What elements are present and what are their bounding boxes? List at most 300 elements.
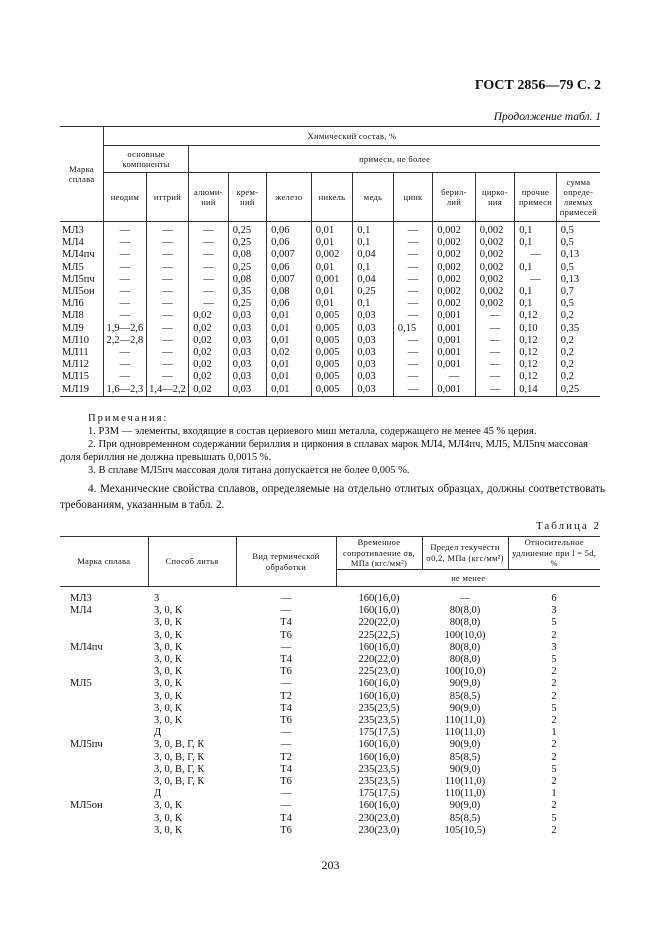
casting-method-cell: 3, 0, К — [154, 629, 183, 641]
grade-cell: МЛ4 — [62, 237, 84, 249]
value-cell: 0,001 — [433, 335, 476, 347]
value-cell: 0,005 — [311, 310, 353, 322]
column-header: цирко-ния — [475, 173, 514, 222]
value-cell: 2,2—2,8 — [104, 335, 147, 347]
value-cell: — — [433, 371, 476, 383]
value-cell: — — [146, 237, 189, 249]
yield-cell: 100(10,0) — [444, 666, 486, 678]
value-cell: — — [393, 371, 432, 383]
value-cell: 0,01 — [311, 237, 353, 249]
elongation-cell: 5 — [551, 654, 557, 666]
table-row — [60, 727, 600, 739]
tensile-cell: 225(23,0) — [358, 666, 400, 678]
value-cell: 0,002 — [433, 249, 476, 261]
grade-cell: МЛ4пч — [62, 249, 95, 261]
casting-method-cell: 3, 0, К — [154, 715, 183, 727]
elongation-cell: 5 — [551, 702, 557, 714]
value-cell: 0,2 — [556, 335, 600, 347]
value-cell: 0,002 — [433, 298, 476, 310]
value-cell: — — [189, 262, 228, 274]
value-cell: 0,02 — [189, 359, 228, 371]
grade-cell — [60, 752, 148, 764]
grade-cell — [60, 813, 148, 825]
value-cell: — — [475, 371, 514, 383]
table-row — [60, 249, 600, 261]
value-cell: 0,02 — [189, 310, 228, 322]
value-cell: — — [189, 249, 228, 261]
value-cell: 0,005 — [311, 347, 353, 359]
elongation-cell: 5 — [551, 617, 557, 629]
yield-cell: 110(11,0) — [444, 788, 486, 800]
value-cell: — — [393, 249, 432, 261]
note-item: 3. В сплаве МЛ5пч массовая доля титана допускается не более 0,005 %. — [88, 465, 410, 476]
value-cell: — — [475, 347, 514, 359]
casting-method-cell: Д — [154, 727, 162, 739]
value-cell: — — [146, 222, 189, 238]
value-cell: — — [189, 222, 228, 238]
impurities-header: примеси, не более — [189, 146, 600, 173]
value-cell: — — [146, 359, 189, 371]
yield-cell: 85(8,5) — [449, 812, 481, 824]
value-cell: 0,13 — [556, 249, 600, 261]
value-cell: 0,001 — [311, 274, 353, 286]
value-cell: 0,03 — [353, 323, 394, 335]
elongation-cell: 1 — [551, 788, 557, 800]
grade-cell — [60, 691, 148, 703]
value-cell: — — [475, 359, 514, 371]
value-cell: 0,005 — [311, 359, 353, 371]
mechanical-properties-table — [60, 536, 600, 837]
value-cell: 0,03 — [353, 347, 394, 359]
value-cell: 0,01 — [267, 371, 312, 383]
tensile-cell: 225(22,5) — [358, 629, 400, 641]
value-cell: 0,1 — [353, 262, 394, 274]
heat-treatment-cell: — — [280, 678, 292, 690]
value-cell: — — [104, 347, 147, 359]
table-row — [60, 335, 600, 347]
casting-method-cell: 3, 0, К — [154, 641, 183, 653]
value-cell: — — [189, 286, 228, 298]
value-cell: 0,01 — [311, 298, 353, 310]
tensile-cell: 160(16,0) — [358, 690, 400, 702]
value-cell: 0,002 — [433, 286, 476, 298]
value-cell: 0,002 — [433, 274, 476, 286]
column-header: иттрий — [146, 173, 189, 222]
grade-column-header: Марка сплава — [60, 537, 148, 587]
value-cell: 0,12 — [515, 310, 557, 322]
table-row — [60, 776, 600, 788]
value-cell: 0,002 — [475, 262, 514, 274]
value-cell: 0,002 — [475, 222, 514, 238]
value-cell: 0,02 — [189, 323, 228, 335]
notes-block — [60, 412, 605, 477]
value-cell: 0,2 — [556, 359, 600, 371]
elongation-cell: 2 — [551, 824, 557, 836]
value-cell: 0,35 — [556, 323, 600, 335]
value-cell: 0,005 — [311, 323, 353, 335]
grade-cell — [60, 703, 148, 715]
heat-treatment-cell: — — [280, 641, 292, 653]
elongation-cell: 2 — [551, 690, 557, 702]
value-cell: 0,1 — [353, 298, 394, 310]
value-cell: 0,25 — [228, 222, 266, 238]
yield-cell: 105(10,5) — [444, 824, 486, 836]
grade-cell — [60, 715, 148, 727]
page-number: 203 — [321, 858, 340, 872]
value-cell: — — [189, 237, 228, 249]
value-cell: — — [393, 262, 432, 274]
value-cell: — — [475, 310, 514, 322]
yield-cell: 90(9,0) — [449, 702, 481, 714]
casting-method-cell: 3, 0, К — [154, 702, 183, 714]
grade-cell: МЛ10 — [62, 334, 89, 346]
value-cell: 0,12 — [515, 371, 557, 383]
tensile-cell: 160(16,0) — [358, 641, 400, 653]
value-cell: 0,06 — [267, 222, 312, 238]
value-cell: 0,001 — [433, 323, 476, 335]
value-cell: — — [104, 359, 147, 371]
casting-method-cell: 3, 0, К — [154, 824, 183, 836]
heat-treatment-cell: Т6 — [280, 629, 292, 641]
yield-cell: 110(11,0) — [444, 776, 486, 788]
table-continuation-label: Продолжение табл. 1 — [493, 111, 601, 123]
value-cell: 0,25 — [556, 384, 600, 397]
tensile-cell: 235(23,5) — [358, 715, 400, 727]
value-cell: 0,01 — [267, 359, 312, 371]
grade-cell: МЛ5он — [70, 800, 103, 812]
casting-method-cell: 3, 0, К — [154, 654, 183, 666]
casting-method-cell: 3, 0, В, Г, К — [154, 776, 205, 788]
value-cell: — — [393, 237, 432, 249]
grade-cell — [60, 788, 148, 800]
table-row — [60, 630, 600, 642]
value-cell: 0,1 — [353, 237, 394, 249]
value-cell: — — [104, 274, 147, 286]
value-cell: 0,12 — [515, 335, 557, 347]
grade-cell: МЛ8 — [62, 310, 84, 322]
value-cell: 0,15 — [393, 323, 432, 335]
elongation-cell: 2 — [551, 666, 557, 678]
heat-treatment-cell: Т2 — [280, 690, 292, 702]
heat-treatment-cell: Т6 — [280, 776, 292, 788]
column-header: алюми-ний — [189, 173, 228, 222]
value-cell: — — [393, 335, 432, 347]
value-cell: 0,002 — [475, 237, 514, 249]
tensile-cell: 230(23,0) — [358, 824, 400, 836]
value-cell: 0,03 — [228, 359, 266, 371]
value-cell: 0,002 — [311, 249, 353, 261]
table-row — [60, 286, 600, 298]
value-cell: — — [104, 222, 147, 238]
tensile-cell: 235(23,5) — [358, 776, 400, 788]
casting-method-cell: 3, 0, К — [154, 690, 183, 702]
value-cell: 0,03 — [353, 310, 394, 322]
value-cell: 0,002 — [475, 298, 514, 310]
value-cell: — — [475, 323, 514, 335]
minimum-subheader: не менее — [336, 570, 600, 587]
table-row — [60, 654, 600, 666]
elongation-cell: 2 — [551, 751, 557, 763]
value-cell: 0,35 — [228, 286, 266, 298]
value-cell: 0,01 — [311, 262, 353, 274]
grade-cell: МЛ5пч — [70, 739, 103, 751]
casting-method-cell: 3, 0, К — [154, 800, 183, 812]
value-cell: 1,4—2,2 — [146, 384, 189, 397]
value-cell: — — [189, 298, 228, 310]
column-header: крем-ний — [228, 173, 266, 222]
casting-method-cell: 3, 0, В, Г, К — [154, 739, 205, 751]
table-row — [60, 237, 600, 249]
yield-cell: 85(8,5) — [449, 690, 481, 702]
table-row — [60, 222, 600, 238]
table-row — [60, 359, 600, 371]
heat-treatment-cell: Т4 — [280, 654, 292, 666]
value-cell: — — [393, 222, 432, 238]
grade-cell — [60, 825, 148, 837]
tensile-strength-header: Временное сопротивление σв, МПа (кгс/мм²) — [336, 537, 422, 570]
grade-cell: МЛ6 — [62, 298, 84, 310]
value-cell: 0,03 — [228, 323, 266, 335]
table-row — [60, 800, 600, 812]
value-cell: 0,12 — [515, 347, 557, 359]
casting-method-cell: 3, 0, К — [154, 812, 183, 824]
value-cell: 0,2 — [556, 347, 600, 359]
grade-cell: МЛ5он — [62, 286, 95, 298]
grade-cell — [60, 776, 148, 788]
grade-cell: МЛ4 — [70, 605, 92, 617]
value-cell: 0,001 — [433, 347, 476, 359]
grade-cell: МЛ19 — [62, 383, 89, 395]
value-cell: 0,002 — [433, 262, 476, 274]
value-cell: 0,08 — [267, 286, 312, 298]
value-cell: 0,03 — [353, 359, 394, 371]
table-row — [60, 371, 600, 383]
tensile-cell: 160(16,0) — [358, 605, 400, 617]
yield-cell: 100(10,0) — [444, 629, 486, 641]
value-cell: 0,5 — [556, 237, 600, 249]
table-row — [60, 715, 600, 727]
value-cell: 0,5 — [556, 262, 600, 274]
value-cell: — — [146, 347, 189, 359]
yield-cell: 80(8,0) — [449, 654, 481, 666]
value-cell: 0,1 — [515, 286, 557, 298]
value-cell: 0,08 — [228, 274, 266, 286]
value-cell: — — [393, 384, 432, 397]
value-cell: 0,5 — [556, 298, 600, 310]
yield-cell: 110(11,0) — [444, 715, 486, 727]
grade-cell: МЛ5 — [62, 261, 84, 273]
table-row — [60, 678, 600, 690]
elongation-cell: 5 — [551, 812, 557, 824]
column-header: медь — [353, 173, 394, 222]
yield-cell: 85(8,5) — [449, 751, 481, 763]
table-row — [60, 703, 600, 715]
tensile-cell: 160(16,0) — [358, 751, 400, 763]
value-cell: 0,14 — [515, 384, 557, 397]
value-cell: 0,01 — [267, 310, 312, 322]
value-cell: 0,02 — [189, 384, 228, 397]
value-cell: 0,04 — [353, 249, 394, 261]
value-cell: 0,03 — [228, 347, 266, 359]
grade-column-header: Марка сплава — [60, 127, 104, 222]
value-cell: 0,005 — [311, 371, 353, 383]
value-cell: 0,2 — [556, 371, 600, 383]
column-header: неодим — [104, 173, 147, 222]
value-cell: — — [146, 262, 189, 274]
value-cell: 0,1 — [515, 237, 557, 249]
heat-treatment-cell: — — [280, 800, 292, 812]
value-cell: 0,06 — [267, 298, 312, 310]
heat-treatment-cell: Т2 — [280, 751, 292, 763]
yield-cell: 80(8,0) — [449, 617, 481, 629]
tensile-cell: 235(23,5) — [358, 763, 400, 775]
casting-method-cell: 3, 0, В, Г, К — [154, 751, 205, 763]
heat-treatment-cell: — — [280, 593, 292, 604]
table-row — [60, 298, 600, 310]
casting-method-cell: 3 — [154, 593, 160, 604]
value-cell: — — [515, 274, 557, 286]
heat-treatment-cell: Т6 — [280, 666, 292, 678]
grade-cell — [60, 727, 148, 739]
value-cell: 0,10 — [515, 323, 557, 335]
value-cell: 0,005 — [311, 384, 353, 397]
elongation-cell: 2 — [551, 739, 557, 751]
table2-label: Таблица 2 — [535, 520, 601, 532]
table-row — [60, 642, 600, 654]
casting-method-cell: Д — [154, 788, 162, 800]
table-row — [60, 764, 600, 776]
yield-cell: 80(8,0) — [449, 605, 481, 617]
elongation-cell: 3 — [551, 605, 557, 617]
tensile-cell: 160(16,0) — [358, 593, 400, 604]
value-cell: — — [393, 298, 432, 310]
elongation-cell: 6 — [551, 593, 557, 604]
value-cell: 0,01 — [267, 384, 312, 397]
value-cell: 0,02 — [189, 371, 228, 383]
value-cell: — — [393, 310, 432, 322]
yield-cell: 90(9,0) — [449, 678, 481, 690]
elongation-cell: 2 — [551, 629, 557, 641]
main-components-header: основные компоненты — [104, 146, 189, 173]
value-cell: 0,25 — [228, 237, 266, 249]
value-cell: 0,1 — [353, 222, 394, 238]
table-row — [60, 274, 600, 286]
value-cell: — — [104, 298, 147, 310]
value-cell: — — [393, 274, 432, 286]
value-cell: 0,002 — [475, 274, 514, 286]
value-cell: — — [393, 359, 432, 371]
tensile-cell: 160(16,0) — [358, 800, 400, 812]
value-cell: — — [146, 286, 189, 298]
elongation-cell: 3 — [551, 641, 557, 653]
value-cell: — — [146, 371, 189, 383]
value-cell: 0,01 — [267, 323, 312, 335]
yield-cell: 90(9,0) — [449, 739, 481, 751]
tensile-cell: 230(23,0) — [358, 812, 400, 824]
value-cell: 0,03 — [228, 371, 266, 383]
grade-cell — [60, 617, 148, 629]
value-cell: 0,002 — [433, 222, 476, 238]
elongation-cell: 2 — [551, 800, 557, 812]
value-cell: 0,02 — [189, 335, 228, 347]
heat-treatment-cell: Т6 — [280, 824, 292, 836]
elongation-cell: 5 — [551, 763, 557, 775]
table-row — [60, 347, 600, 359]
grade-cell — [60, 764, 148, 776]
value-cell: — — [189, 274, 228, 286]
value-cell: — — [146, 335, 189, 347]
casting-method-cell: 3, 0, К — [154, 666, 183, 678]
table-row — [60, 739, 600, 751]
chemical-composition-table — [60, 126, 600, 397]
note-item: 2. При одновременном содержании бериллия и циркония в сплавах марок МЛ4, МЛ4пч, МЛ5, МЛ5пч массовая доля бериллия не должна превышать 0,0015 %. — [60, 439, 588, 463]
casting-method-cell: 3, 0, В, Г, К — [154, 763, 205, 775]
grade-cell — [60, 654, 148, 666]
casting-method-header: Способ литья — [148, 537, 236, 587]
elongation-cell: 2 — [551, 715, 557, 727]
table-row — [60, 605, 600, 617]
value-cell: 0,002 — [475, 286, 514, 298]
value-cell: — — [475, 384, 514, 397]
column-header: железо — [267, 173, 312, 222]
chemical-composition-header: Химический состав, % — [104, 127, 600, 146]
value-cell: 0,001 — [433, 384, 476, 397]
yield-cell: 90(9,0) — [449, 800, 481, 812]
value-cell: — — [104, 310, 147, 322]
heat-treatment-cell: Т6 — [280, 715, 292, 727]
value-cell: — — [146, 323, 189, 335]
value-cell: — — [146, 249, 189, 261]
value-cell: — — [146, 298, 189, 310]
grade-cell: МЛ9 — [62, 322, 84, 334]
value-cell: 0,03 — [228, 335, 266, 347]
heat-treatment-cell: — — [280, 739, 292, 751]
value-cell: 0,06 — [267, 262, 312, 274]
elongation-header: Относительное удлинение при l = 5d, % — [508, 537, 600, 570]
column-header: берил-лий — [433, 173, 476, 222]
tensile-cell: 160(16,0) — [358, 739, 400, 751]
grade-cell — [60, 666, 148, 678]
tensile-cell: 175(17,5) — [358, 788, 400, 800]
value-cell: — — [104, 237, 147, 249]
table-row — [60, 813, 600, 825]
value-cell: 0,005 — [311, 335, 353, 347]
value-cell: 0,002 — [475, 249, 514, 261]
column-header: прочие примеси — [515, 173, 557, 222]
value-cell: 0,25 — [228, 262, 266, 274]
value-cell: — — [393, 286, 432, 298]
value-cell: 0,06 — [267, 237, 312, 249]
column-header: цинк — [393, 173, 432, 222]
heat-treatment-cell: Т4 — [280, 763, 292, 775]
grade-cell: МЛ11 — [62, 347, 89, 359]
value-cell: 0,03 — [228, 310, 266, 322]
value-cell: 0,001 — [433, 359, 476, 371]
table-row — [60, 587, 600, 606]
value-cell: 0,13 — [556, 274, 600, 286]
yield-strength-header: Предел текучести σ0,2, МПа (кгс/мм²) — [422, 537, 508, 570]
value-cell: 1,6—2,3 — [104, 384, 147, 397]
value-cell: 0,001 — [433, 310, 476, 322]
heat-treatment-cell: — — [280, 788, 292, 800]
table-row — [60, 788, 600, 800]
tensile-cell: 235(23,5) — [358, 702, 400, 714]
value-cell: 0,5 — [556, 222, 600, 238]
heat-treatment-cell: Т4 — [280, 702, 292, 714]
value-cell: 0,01 — [267, 335, 312, 347]
value-cell: — — [515, 249, 557, 261]
heat-treatment-header: Вид термической обработки — [236, 537, 336, 587]
